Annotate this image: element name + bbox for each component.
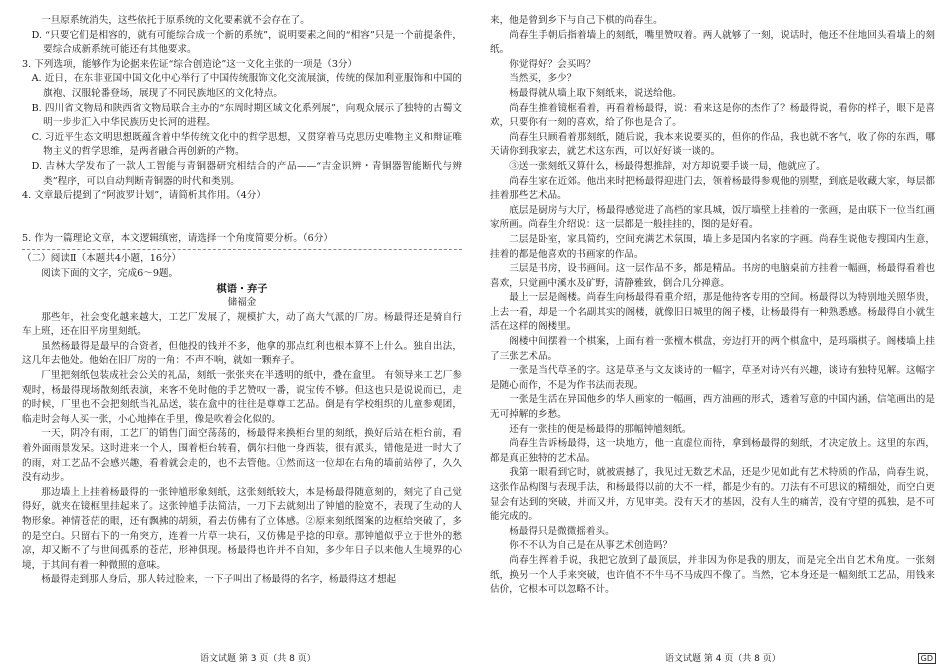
option-d: D. “只要它们是相容的，就有可能综合成一个新的系统”，说明要素之间的“相容”只是一个前提条件，要综合成新系统可能还有其他要求。 [31,29,462,56]
story-paragraph: 三层是书房，设书画间。这一层作品不多，都是精品。书房的电脑桌前方挂着一幅画，杨最得看着也喜欢，只觉画中溪水及矿野，清静雅致，倒合几分禅意。 [490,263,935,289]
instruction: 阅读下面的文字，完成6～9题。 [41,267,179,279]
story-paragraph: 杨最得只是微微摇着头。 [509,525,615,537]
story-paragraph: 虽然杨最得是最早的合资者，但他投的钱并不多，他拿的那点红利也根本算不上什么。独自出法，这几年去他处。他始在旧厂房的一角：不声不响，就如一颗弃子。 [22,340,462,367]
text-line: 一旦原系统消失，这些依托于原系统的文化要素就不会存在了。 [41,15,310,26]
section-heading: （二）阅读Ⅱ（本题共4小题，16分） [22,253,182,265]
story-title: 棋语・弃子 [216,282,268,295]
story-paragraph: 一张是生活在异国他乡的华人画家的一幅画，西方油画的形式，透着写意的中国内涵，信笔画出的是无可掉解的乡愁。 [490,394,935,421]
story-paragraph: 当然买，多少？ [509,73,577,85]
story-paragraph: 尚春生手朝后指着墙上的刻纸，嘴里赞叹着。两人就够了一刻，说话时，他还不住地回头看墙上的刻纸。 [490,29,935,56]
story-paragraph: 二层是卧室，家具简约，空间充满艺术氛围，墙上多是国内名家的字画。尚春生说他专搜国内生意，挂着的都是他喜欢的书画家的作品。 [490,233,935,260]
option-a: A. 近日，在东非亚国中国文化中心举行了中国传统服饰文化交流展演，传统的保加利亚服饰和中国的旗袍、汉服轮番登场，展现了不同民族地区的文化特点。 [31,73,462,99]
story-paragraph: 尚春生挥着手说，我把它放到了最顶层，并非因为你是我的朋友，而是完全出自艺术角度。一张刻纸，换另一个人手来突破，也许值不不牛马不马成四不像了。当然，它本身还是一幅刻纸工艺品，用钱来估价，它根本可以忽略不计。 [490,554,935,596]
story-paragraph: 尚春生告诉杨最得，这一块地方，他一直虚位而待，拿到杨最得的刻纸，才决定放上。这里的东西，都是真正独特的艺术品。 [490,438,935,464]
question-5: 5. 作为一篇理论文章，本文逻辑缜密，请选择一个角度简要分析。（6分） [22,232,333,244]
story-paragraph: 厂里把刻纸包装成社会公关的礼品，刻纸一张张夹在半透明的纸中，叠在盒里。 有领导来工艺厂参观时，杨最得现场散刻纸表演，来客不免时他的手艺赞叹一番，说宝传不够。但这也只是说说而已，走的时候，厂里也不会把刻纸当礼品送，装在盒中的往往是尊尊工艺品。倒是有学校组织的儿童参观团，临走时会每人买一张，小心地捧在手里，像是吹着会化似的。 [22,370,462,425]
question-4: 4. 文章最后提到了“阿波罗计划”，请简析其作用。（4分） [22,190,266,202]
story-paragraph: 那边墙上上挂着杨最得的一张钟馗形象刻纸，这张刻纸较大，本是杨最得随意刻的，刻完了自己觉得好，就夹在镜框里挂起来了。这张钟馗手法简洁，一刀下去就刻出了钟馗的脸宽不，表现了生动的人物形象。神情苍茫的眼，还有飘拂的胡须，看去仿佛有了立体感。②原来刻纸图案的边框给突破了，多的是空白。只留右下的一角突方，连着一片草一块石，又仿佛是乎捻的印章。那钟馗似乎立于世外的愁凉，却又断不了与世间孤系的苍茫，形神俱现。杨最得也许并不自知，多少年日子以来他人生境界的心境，于其间有着一种微照的意味。 [22,486,462,571]
story-paragraph: 一天，阴冷有雨，工艺厂的销售门面空荡荡的，杨最得来换柜台里的刻纸，换好后站在柜台前，看着外面雨景发呆。这时进来一个人，围着柜台转看，偶尔扫他一身西装，很有派头，错他是进一时大了的雨，对工艺品不会感兴趣，看着就会走的，也不去管他。①然而这一位却在右角的墙前站停了，久久没有动步。 [22,428,462,484]
story-paragraph: 底层是厨房与大厅，杨最得感觉进了高档的家具城，饭厅墙壁上挂着的一张画，是由联下一位当红画家所画。尚春生介绍说：这一层都是一般挂挂的，图的是好看。 [490,204,935,231]
story-paragraph: 你不不认为自己是在从事艺术创造吗？ [509,540,673,552]
story-paragraph: 来，他是曾到乡下与自己下棋的尚春生。 [490,15,663,26]
story-author: 储福金 [227,297,257,309]
story-paragraph: 一张是当代草圣的字。这是草圣与文友谈诗的一幅字，草圣对诗兴有兴趣，谈诗有独特见解。这幅字是随心而作，不是为作书法而表现。 [490,365,935,391]
page-footer-3: 语文试题 第 3 页（共 8 页） [200,654,316,664]
story-paragraph: 尚春生推着镜框看着，再看着杨最得，说：看来这是你的杰作了？杨最得说，看你的样子，眼下是喜欢，只要你有一刻的喜欢，给了你也是合了。 [490,102,935,129]
page-footer-4: 语文试题 第 4 页（共 8 页） [665,654,781,664]
option-c: C. 习近平生态文明思想既蕴含着中华传统文化中的哲学思想，又贯穿着马克思历史唯物主义和辩证唯物主义的哲学思维，是两者融合再创新的产物。 [31,131,462,158]
story-paragraph: 你觉得好？会买吗？ [509,58,596,70]
story-paragraph: 尚春生只顾看着那刻纸，随后说，我本来说要买的，但你的作品，我也就不客气，收了你的东西，哪天请你到我家去，就艺术这东西，可以好好谈一谈的。 [490,131,935,158]
story-paragraph: 我第一眼看到它时，就被震撼了，我见过无数艺术品，还是少见如此有艺术特质的作品，尚春生说，这张作品构图与表现手法，和杨最得以前的大不一样，都是少有的。刀法有不可思议的精细处，而空白更显会有达到的突破，并而又并，方见审美。没有天才的基因，没有人生的痛苦，没有守望的孤独，是不可能完成的。 [490,467,935,523]
story-paragraph: 杨最得走到那人身后，那人转过脸来，一下子叫出了杨最得的名字，杨最得这才想起 [41,574,397,586]
story-paragraph: 阁楼中间摆着一个棋案，上面有着一张檀木棋盘，旁边打开的两个棋盒中，是玛瑙棋子。阁楼墙上挂了三张艺术品。 [490,336,935,362]
question-3: 3. 下列选项，能够作为论据来佐证“综合创造论”这一文化主张的一项是（3分） [22,58,358,70]
story-paragraph: ③送一张刻纸又算什么，杨最得想推辞，对方却说要手谈一局，他就应了。 [509,160,826,172]
section-divider [22,249,462,250]
corner-mark: GD [918,653,936,664]
option-b: B. 四川省文物局和陕西省文物局联合主办的“东周时期区域文化系列展”，向观众展示了独特的古蜀文明一步步汇入中华民族历史长河的进程。 [31,102,462,129]
page-4 [490,14,935,646]
story-paragraph: 还有一张挂的便是杨最得的那幅钟馗刻纸。 [509,423,692,435]
story-paragraph: 那些年，社会变化越来越大，工艺厂发展了，规模扩大，动了高大气派的厂房。杨最得还是骑自行车上班，还在旧平房里刻纸。 [22,311,462,338]
option-d: D. 吉林大学发布了一款人工智能与青铜器研究相结合的产品——“吉金识辨・青铜器智能断代与辨类”程序，可以自动判断青铜器的时代和类别。 [31,160,462,187]
story-paragraph: 尚春生家在近郊。他出来时把杨最得迎进门去，领着杨最得参观他的别墅，到底是收藏大家，每层都挂着那些艺术品。 [490,175,935,202]
story-paragraph: 最上一层是阁楼。尚春生向杨最得看重介绍，那是他待客专用的空间。杨最得以为特别地关照华贵，上去一看，却是一个名副其实的阁楼，就像旧日城里的阁子楼，让杨最得有一种熟悉感。杨最得自小就生活在这样的阁楼里。 [490,292,935,333]
story-paragraph: 杨最得就从墙上取下刻纸来，说送给他。 [509,87,682,99]
page-3 [22,14,462,646]
